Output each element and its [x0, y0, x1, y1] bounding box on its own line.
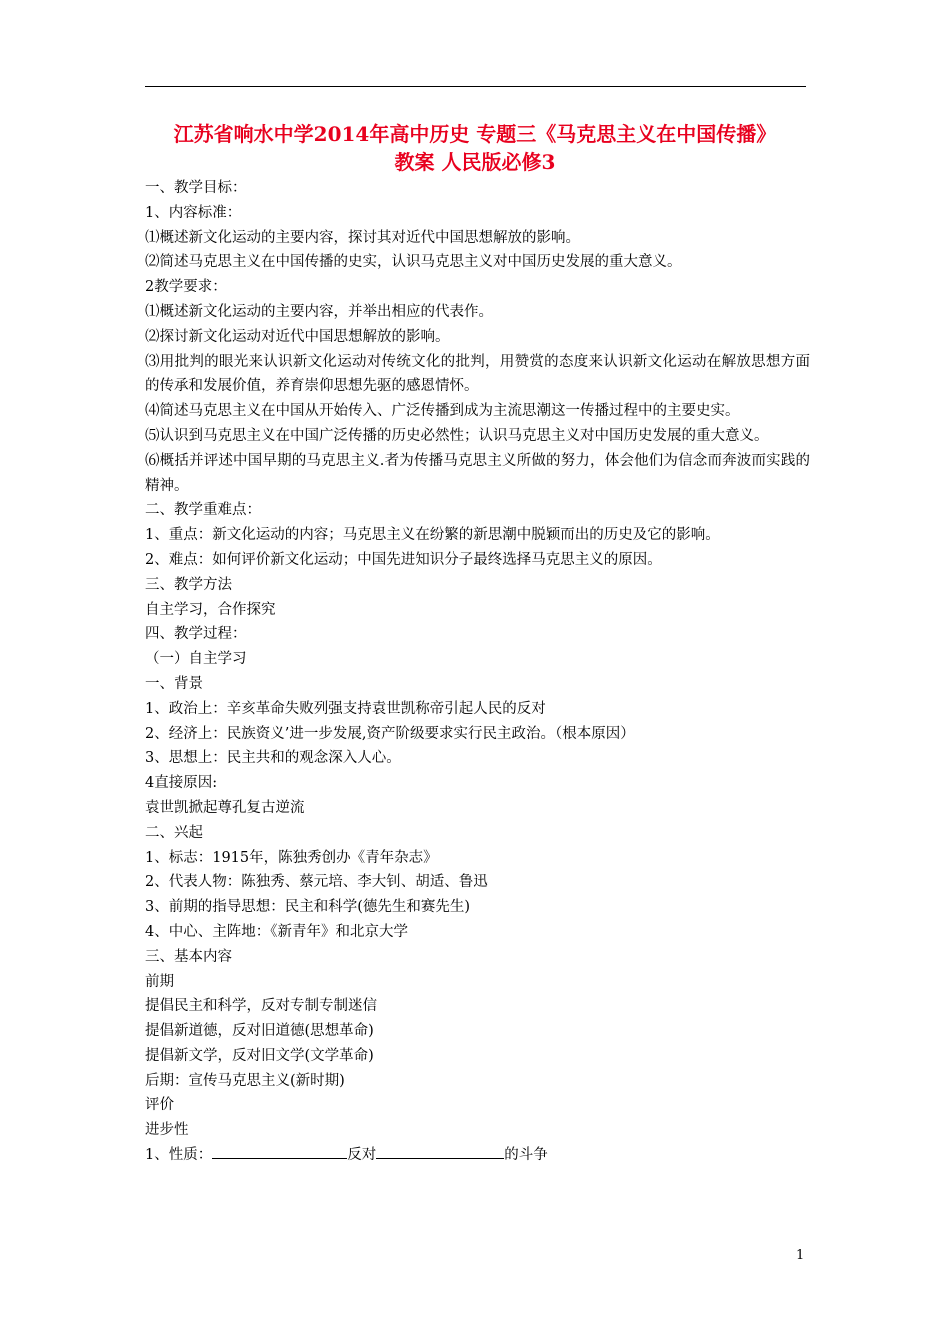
text-line: 前期: [145, 973, 174, 990]
text-line: 进步性: [145, 1122, 189, 1139]
text-line: 2教学要求：: [145, 279, 227, 296]
text-line: 3、思想上：民主共和的观念深入人心。: [145, 750, 401, 767]
document-title: [140, 120, 810, 176]
text-line: 1、内容标准：: [145, 204, 242, 221]
header-rule: [145, 86, 806, 87]
text-line: 提倡新文学，反对旧文学(文学革命): [145, 1047, 374, 1064]
text-paragraph: ⑹概括并评述中国早期的马克思主义.者为传播马克思主义所做的努力，体会他们为信念而奔波而实践的精神。: [145, 452, 810, 494]
text-line: 4直接原因:: [145, 775, 218, 792]
document-body: [145, 176, 810, 1168]
text-line: ⑴概述新文化运动的主要内容，探讨其对近代中国思想解放的影响。: [145, 229, 580, 246]
text-line: 三、教学方法: [145, 576, 232, 593]
text-line: 袁世凯掀起尊孔复古逆流: [145, 799, 305, 816]
text-line: 二、兴起: [145, 824, 203, 841]
text-line: 2、难点：如何评价新文化运动；中国先进知识分子最终选择马克思主义的原因。: [145, 551, 662, 568]
text-line: 1、政治上：辛亥革命失败列强支持袁世凯称帝引起人民的反对: [145, 700, 546, 717]
text-line: 提倡新道德，反对旧道德(思想革命): [145, 1023, 374, 1040]
fill-in-middle: 反对: [347, 1147, 377, 1164]
text-line: 提倡民主和科学，反对专制专制迷信: [145, 998, 377, 1015]
text-line: 二、教学重难点：: [145, 502, 261, 519]
text-line: ⑵探讨新文化运动对近代中国思想解放的影响。: [145, 328, 450, 345]
text-line: 4、中心、主阵地：《新青年》和北京大学: [145, 923, 408, 940]
page-number: 1: [796, 1248, 805, 1263]
fill-in-prefix: 1、性质：: [145, 1147, 213, 1164]
text-line: 3、前期的指导思想：民主和科学(德先生和赛先生): [145, 899, 471, 916]
text-line: 一、教学目标：: [145, 180, 247, 196]
text-line: 2、经济上：民族资义’进一步发展,资产阶级要求实行民主政治。（根本原因）: [145, 725, 635, 742]
text-line: 1、标志：1915年，陈独秀创办《青年杂志》: [145, 849, 438, 866]
text-line: （一）自主学习: [145, 651, 247, 668]
answer-blank: [376, 1144, 504, 1159]
title-line-1: 江苏省响水中学2014年高中历史 专题三《马克思主义在中国传播》: [173, 122, 777, 146]
text-line: 一、背景: [145, 675, 203, 692]
title-line-2: 教案 人民版必修3: [394, 150, 556, 174]
text-line: 自主学习，合作探究: [145, 601, 276, 618]
text-line: 1、重点：新文化运动的内容；马克思主义在纷繁的新思潮中脱颖而出的历史及它的影响。: [145, 527, 720, 544]
text-line: ⑴概述新文化运动的主要内容，并举出相应的代表作。: [145, 303, 493, 320]
fill-in-suffix: 的斗争: [504, 1147, 548, 1164]
answer-blank: [212, 1144, 347, 1159]
text-line: 2、代表人物：陈独秀、蔡元培、李大钊、胡适、鲁迅: [145, 874, 488, 891]
text-line: 四、教学过程：: [145, 626, 247, 643]
text-line: ⑵简述马克思主义在中国传播的史实，认识马克思主义对中国历史发展的重大意义。: [145, 254, 682, 271]
text-paragraph: ⑶用批判的眼光来认识新文化运动对传统文化的批判，用赞赏的态度来认识新文化运动在解放思想方面的传承和发展价值，养育崇仰思想先驱的感恩情怀。: [145, 353, 810, 395]
text-line: 后期：宣传马克思主义(新时期): [145, 1072, 345, 1089]
text-paragraph: ⑸认识到马克思主义在中国广泛传播的历史必然性；认识马克思主义对中国历史发展的重大意义。: [145, 427, 769, 444]
text-paragraph: ⑷简述马克思主义在中国从开始传入、广泛传播到成为主流思潮这一传播过程中的主要史实。: [145, 403, 740, 420]
text-line: 评价: [145, 1097, 174, 1114]
text-line: 三、基本内容: [145, 948, 232, 965]
fill-in-line: [145, 1143, 810, 1168]
